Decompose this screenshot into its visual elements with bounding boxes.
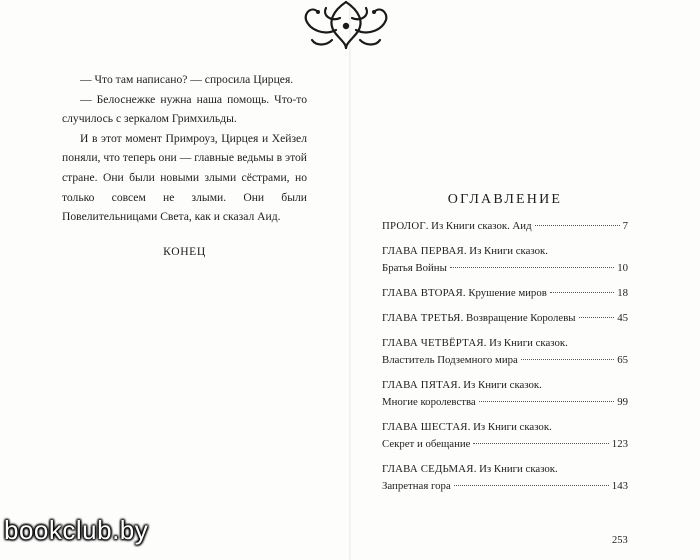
page-ref: 123 — [611, 438, 628, 450]
dot-leader — [450, 267, 614, 268]
chapter-subtitle: Из Книги сказок. — [473, 421, 552, 433]
dot-leader — [579, 317, 615, 318]
page-ref: 7 — [622, 220, 628, 232]
page-ref: 18 — [617, 287, 628, 299]
chapter-label: ПРОЛОГ — [382, 220, 426, 232]
toc-entry-chapter-4[interactable]: ГЛАВА ЧЕТВЁРТАЯ. Из Книги сказок. Властитель Подземного мира 65 — [382, 335, 628, 369]
toc-entry-chapter-3[interactable]: ГЛАВА ТРЕТЬЯ. Возвращение Королевы 45 — [382, 310, 628, 327]
chapter-title: Многие королевства — [382, 396, 476, 408]
table-of-contents — [382, 192, 628, 503]
chapter-label: ГЛАВА ЧЕТВЁРТАЯ — [382, 337, 484, 349]
chapter-subtitle: Из Книги сказок. — [469, 245, 548, 257]
toc-entry-chapter-1[interactable]: ГЛАВА ПЕРВАЯ. Из Книги сказок. Братья Войны 10 — [382, 243, 628, 277]
page-ref: 65 — [617, 354, 628, 366]
paragraph: — Что там написано? — спросила Цирцея. — [80, 73, 294, 86]
toc-entry-chapter-5[interactable]: ГЛАВА ПЯТАЯ. Из Книги сказок. Многие королевства 99 — [382, 377, 628, 411]
page-ref: 45 — [617, 312, 628, 324]
chapter-title: Из Книги сказок. Аид — [431, 220, 532, 232]
dot-leader — [535, 225, 620, 226]
chapter-title: Крушение миров — [468, 287, 547, 299]
left-page-text — [62, 70, 307, 258]
chapter-label: ГЛАВА ШЕСТАЯ — [382, 421, 468, 433]
chapter-title: Возвращение Королевы — [466, 312, 576, 324]
paragraph: — Белоснежке нужна наша помощь. Что-то случилось с зеркалом Гримхильды. — [62, 92, 307, 126]
chapter-label: ГЛАВА ТРЕТЬЯ — [382, 312, 461, 324]
dot-leader — [521, 359, 614, 360]
chapter-subtitle: Из Книги сказок. — [489, 337, 568, 349]
page-ref: 10 — [617, 262, 628, 274]
dot-leader — [454, 485, 609, 486]
toc-entry-chapter-2[interactable]: ГЛАВА ВТОРАЯ. Крушение миров 18 — [382, 285, 628, 302]
page-fold — [349, 0, 352, 560]
chapter-label: ГЛАВА ПЕРВАЯ — [382, 245, 464, 257]
page-ref: 99 — [617, 396, 628, 408]
chapter-subtitle: Из Книги сказок. — [463, 379, 542, 391]
flourish-ornament-icon — [296, 0, 396, 50]
toc-title: ОГЛАВЛЕНИЕ — [447, 192, 563, 207]
page-number: 253 — [612, 535, 628, 546]
chapter-title: Властитель Подземного мира — [382, 354, 518, 366]
dot-leader — [479, 401, 615, 402]
toc-entry-prologue[interactable]: ПРОЛОГ. Из Книги сказок. Аид 7 — [382, 218, 628, 235]
page-ref: 143 — [611, 480, 628, 492]
dot-leader — [473, 443, 608, 444]
toc-entry-chapter-6[interactable]: ГЛАВА ШЕСТАЯ. Из Книги сказок. Секрет и обещание 123 — [382, 419, 628, 453]
chapter-label: ГЛАВА ПЯТАЯ — [382, 379, 458, 391]
chapter-label: ГЛАВА СЕДЬМАЯ — [382, 463, 474, 475]
toc-entry-chapter-7[interactable]: ГЛАВА СЕДЬМАЯ. Из Книги сказок. Запретная гора 143 — [382, 461, 628, 495]
chapter-subtitle: Из Книги сказок. — [479, 463, 558, 475]
chapter-title: Секрет и обещание — [382, 438, 471, 450]
the-end-label: КОНЕЦ — [163, 244, 206, 258]
chapter-title: Запретная гора — [382, 480, 451, 492]
dot-leader — [550, 292, 614, 293]
chapter-title: Братья Войны — [382, 262, 447, 274]
chapter-label: ГЛАВА ВТОРАЯ — [382, 287, 463, 299]
paragraph: И в этот момент Примроуз, Цирцея и Хейзел поняли, что теперь они — главные ведьмы в этой стране. Они были новыми злыми сёстрами, но только совсем не злыми. Они были Повелительницами Света, как и сказал Аид. — [62, 131, 307, 224]
watermark: bookclub.by — [4, 515, 149, 545]
